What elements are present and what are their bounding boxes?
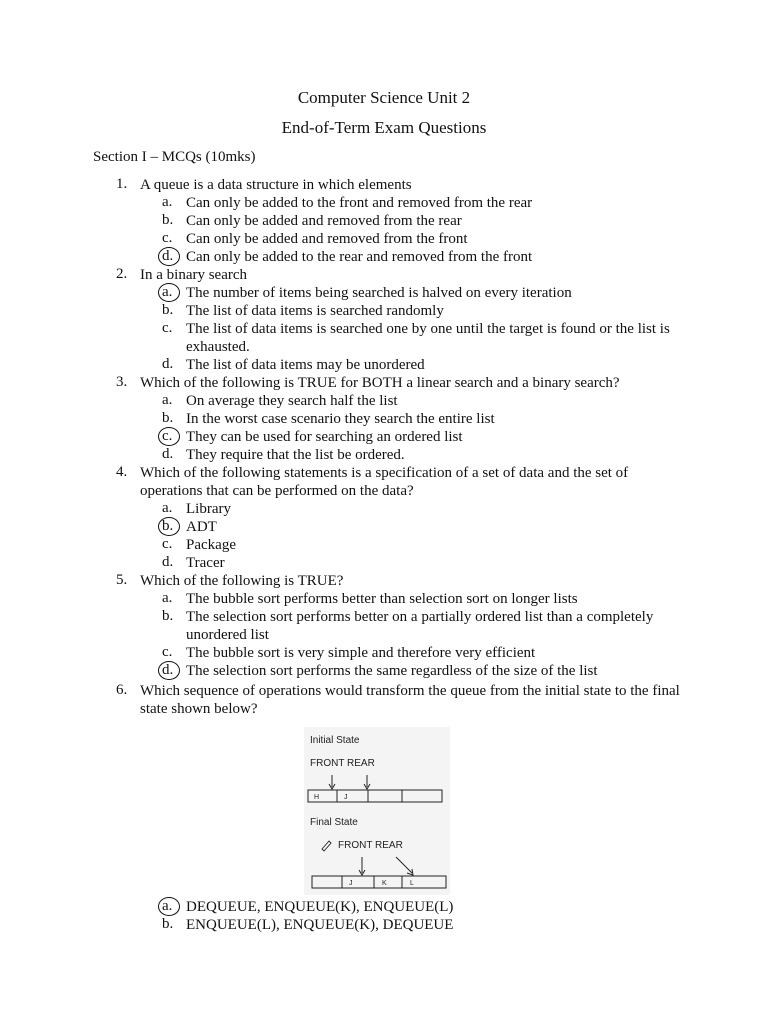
option-text: In the worst case scenario they search the entire list bbox=[186, 411, 495, 427]
option-text: The selection sort performs the same regardless of the size of the list bbox=[186, 663, 598, 679]
option-letter: d. bbox=[162, 554, 174, 570]
question-number: 2. bbox=[116, 266, 128, 282]
option-letter: c. bbox=[162, 230, 173, 246]
queue-cell: J bbox=[344, 794, 348, 801]
queue-outline bbox=[312, 876, 446, 888]
final-pointer-labels: FRONT REAR bbox=[338, 840, 403, 851]
option-text: The selection sort performs better on a partially ordered list than a completely unordered list bbox=[186, 609, 654, 643]
option-text: Library bbox=[186, 501, 231, 517]
question-text: Which of the following is TRUE for BOTH a linear search and a binary search? bbox=[140, 375, 620, 391]
option-letter: d. bbox=[162, 356, 174, 372]
document-subtitle: End-of-Term Exam Questions bbox=[281, 118, 487, 137]
option-letter: b. bbox=[162, 916, 174, 932]
option-text: Can only be added and removed from the rear bbox=[186, 213, 462, 229]
option-text: Can only be added and removed from the front bbox=[186, 231, 468, 247]
queue-diagram bbox=[304, 727, 450, 895]
question-text: In a binary search bbox=[140, 267, 248, 283]
option-letter: b. bbox=[162, 518, 174, 534]
option-letter: c. bbox=[162, 536, 173, 552]
queue-cell: L bbox=[410, 880, 414, 887]
option-letter: c. bbox=[162, 428, 173, 444]
option-text: The bubble sort performs better than selection sort on longer lists bbox=[186, 591, 578, 607]
question-text: A queue is a data structure in which elements bbox=[140, 177, 412, 193]
option-text: They can be used for searching an ordered list bbox=[186, 429, 463, 445]
queue-cell: K bbox=[382, 880, 387, 887]
option-text: ADT bbox=[186, 519, 217, 535]
option-text: ENQUEUE(L), ENQUEUE(K), DEQUEUE bbox=[186, 917, 454, 933]
option-letter: c. bbox=[162, 320, 173, 336]
option-text: They require that the list be ordered. bbox=[186, 447, 405, 463]
question-text: Which of the following is TRUE? bbox=[140, 573, 344, 589]
initial-queue-cells bbox=[308, 790, 442, 802]
option-text: Can only be added to the rear and removed from the front bbox=[186, 249, 533, 265]
question-number: 5. bbox=[116, 572, 128, 588]
option-text: Tracer bbox=[186, 555, 225, 571]
option-text: The number of items being searched is halved on every iteration bbox=[186, 285, 572, 301]
queue-diagram-svg bbox=[304, 727, 450, 895]
option-text: The list of data items is searched one by one until the target is found or the list is exhausted. bbox=[186, 321, 670, 355]
option-letter: d. bbox=[162, 446, 174, 462]
document-title: Computer Science Unit 2 bbox=[297, 88, 471, 107]
option-letter: d. bbox=[162, 248, 174, 264]
option-letter: a. bbox=[162, 284, 173, 300]
option-letter: a. bbox=[162, 590, 173, 606]
option-text: The bubble sort is very simple and therefore very efficient bbox=[186, 645, 536, 661]
question-number: 6. bbox=[116, 682, 128, 698]
option-letter: a. bbox=[162, 194, 173, 210]
option-text: Package bbox=[186, 537, 236, 553]
option-letter: a. bbox=[162, 500, 173, 516]
final-state-label: Final State bbox=[310, 817, 358, 828]
final-front-arrow bbox=[359, 857, 365, 875]
option-letter: a. bbox=[162, 392, 173, 408]
option-letter: c. bbox=[162, 644, 173, 660]
option-letter: d. bbox=[162, 662, 174, 678]
pencil-icon bbox=[322, 841, 331, 851]
question-number: 4. bbox=[116, 464, 128, 480]
question-text: Which of the following statements is a specification of a set of data and the set of operations that can be performed on the data? bbox=[140, 465, 629, 499]
queue-cell: J bbox=[349, 880, 353, 887]
initial-state-label: Initial State bbox=[310, 735, 360, 746]
option-letter: b. bbox=[162, 410, 174, 426]
option-letter: b. bbox=[162, 302, 174, 318]
option-letter: b. bbox=[162, 608, 174, 624]
initial-rear-arrow bbox=[364, 775, 370, 789]
question-number: 1. bbox=[116, 176, 128, 192]
option-text: On average they search half the list bbox=[186, 393, 398, 409]
option-text: Can only be added to the front and removed from the rear bbox=[186, 195, 533, 211]
option-letter: b. bbox=[162, 212, 174, 228]
initial-pointer-labels: FRONT REAR bbox=[310, 758, 375, 769]
initial-front-arrow bbox=[329, 775, 335, 789]
question-number: 3. bbox=[116, 374, 128, 390]
option-text: The list of data items is searched randomly bbox=[186, 303, 444, 319]
section-heading: Section I – MCQs (10mks) bbox=[93, 149, 256, 165]
queue-cell: H bbox=[314, 794, 320, 801]
option-letter: a. bbox=[162, 898, 173, 914]
queue-outline bbox=[308, 790, 442, 802]
final-queue-cells bbox=[312, 876, 446, 888]
question-text: Which sequence of operations would transform the queue from the initial state to the final state shown below? bbox=[140, 683, 680, 717]
option-text: The list of data items may be unordered bbox=[186, 357, 425, 373]
final-rear-arrow bbox=[396, 857, 413, 875]
option-text: DEQUEUE, ENQUEUE(K), ENQUEUE(L) bbox=[186, 899, 454, 915]
